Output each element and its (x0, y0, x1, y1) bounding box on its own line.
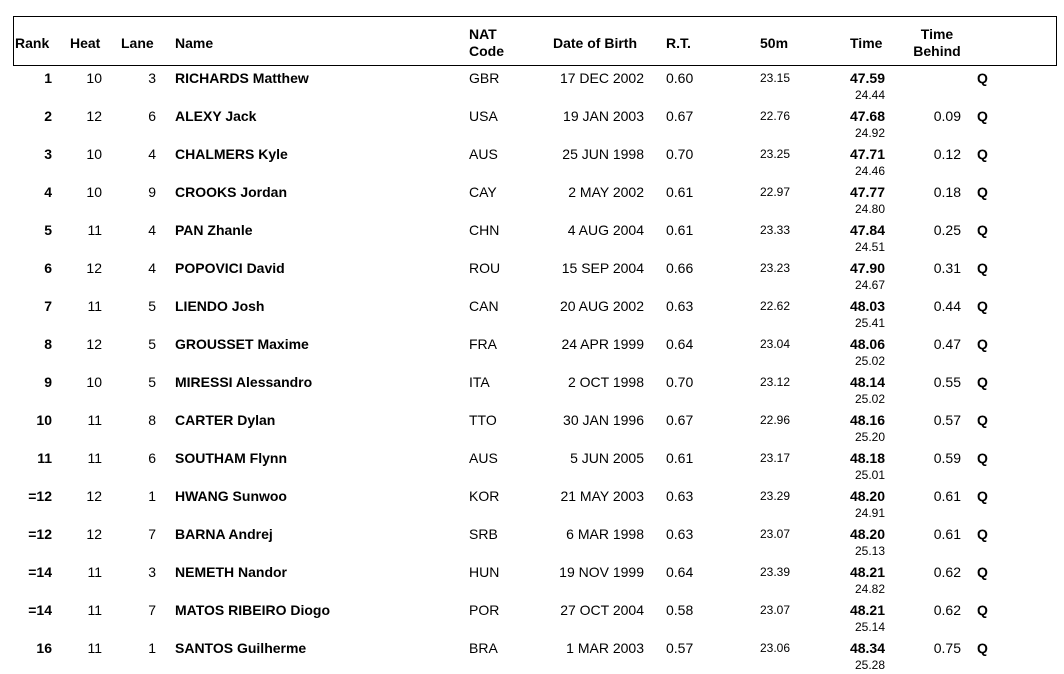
lane-cell: 6 (148, 450, 156, 466)
time-behind-cell: 0.31 (933, 260, 961, 276)
qualified-marker: Q (977, 70, 988, 86)
date-of-birth-cell: 20 AUG 2002 (559, 298, 644, 314)
athlete-name: HWANG Sunwoo (175, 488, 287, 504)
split-50m-cell: 23.12 (759, 375, 790, 389)
header-heat: Heat (70, 35, 101, 51)
reaction-time-cell: 0.63 (666, 526, 694, 542)
rank-cell: 2 (44, 108, 52, 124)
lane-cell: 5 (148, 298, 156, 314)
heat-cell: 10 (86, 184, 102, 200)
split-100m-cell: 25.28 (854, 658, 885, 672)
time-behind-cell: 0.61 (933, 488, 961, 504)
split-100m-cell: 25.01 (854, 468, 885, 482)
reaction-time-cell: 0.63 (666, 488, 694, 504)
rank-cell: 11 (37, 450, 52, 466)
athlete-name: CROOKS Jordan (175, 184, 288, 200)
rank-cell: =14 (28, 564, 52, 580)
date-of-birth-cell: 2 OCT 1998 (567, 374, 644, 390)
final-time-cell: 48.21 (849, 564, 885, 580)
reaction-time-cell: 0.70 (666, 146, 694, 162)
lane-cell: 5 (148, 336, 156, 352)
header-nat-line1: NAT (469, 26, 497, 42)
lane-cell: 4 (148, 260, 156, 276)
time-behind-cell: 0.09 (933, 108, 961, 124)
time-behind-cell: 0.44 (933, 298, 961, 314)
reaction-time-cell: 0.63 (666, 298, 694, 314)
final-time-cell: 48.18 (849, 450, 885, 466)
date-of-birth-cell: 30 JAN 1996 (563, 412, 644, 428)
lane-cell: 8 (148, 412, 156, 428)
heat-cell: 11 (87, 222, 102, 238)
qualified-marker: Q (977, 412, 988, 428)
nat-code-cell: FRA (469, 336, 497, 352)
split-50m-cell: 23.25 (759, 147, 790, 161)
heat-cell: 11 (87, 298, 102, 314)
final-time-cell: 47.68 (849, 108, 885, 124)
split-50m-cell: 23.15 (759, 71, 790, 85)
athlete-name: RICHARDS Matthew (175, 70, 309, 86)
nat-code-cell: POR (469, 602, 500, 618)
reaction-time-cell: 0.70 (666, 374, 694, 390)
rank-cell: 9 (44, 374, 52, 390)
nat-code-cell: CAN (469, 298, 499, 314)
table-row (0, 522, 1064, 560)
lane-cell: 1 (148, 488, 156, 504)
time-behind-cell: 0.75 (933, 640, 961, 656)
athlete-name: BARNA Andrej (175, 526, 273, 542)
date-of-birth-cell: 17 DEC 2002 (559, 70, 644, 86)
rank-cell: 3 (44, 146, 52, 162)
final-time-cell: 48.03 (849, 298, 885, 314)
date-of-birth-cell: 27 OCT 2004 (560, 602, 644, 618)
nat-code-cell: TTO (469, 412, 497, 428)
time-behind-cell: 0.62 (933, 602, 961, 618)
header-lane: Lane (121, 35, 154, 51)
lane-cell: 3 (148, 564, 156, 580)
qualified-marker: Q (977, 222, 988, 238)
split-50m-cell: 23.23 (759, 261, 790, 275)
split-100m-cell: 25.02 (854, 354, 885, 368)
split-50m-cell: 22.97 (759, 185, 790, 199)
header-50m: 50m (760, 35, 789, 51)
table-row (0, 332, 1064, 370)
nat-code-cell: AUS (469, 146, 498, 162)
nat-code-cell: SRB (469, 526, 498, 542)
lane-cell: 4 (148, 222, 156, 238)
final-time-cell: 48.34 (849, 640, 885, 656)
athlete-name: SOUTHAM Flynn (175, 450, 287, 466)
athlete-name: CARTER Dylan (175, 412, 276, 428)
time-behind-cell: 0.62 (933, 564, 961, 580)
lane-cell: 9 (148, 184, 156, 200)
reaction-time-cell: 0.60 (666, 70, 694, 86)
lane-cell: 7 (148, 526, 156, 542)
split-50m-cell: 23.07 (759, 527, 790, 541)
rank-cell: 8 (44, 336, 52, 352)
final-time-cell: 47.59 (849, 70, 885, 86)
reaction-time-cell: 0.58 (666, 602, 694, 618)
athlete-name: POPOVICI David (175, 260, 285, 276)
qualified-marker: Q (977, 488, 988, 504)
time-behind-cell: 0.55 (933, 374, 961, 390)
qualified-marker: Q (977, 602, 988, 618)
date-of-birth-cell: 5 JUN 2005 (570, 450, 644, 466)
reaction-time-cell: 0.66 (666, 260, 694, 276)
rank-cell: 5 (44, 222, 52, 238)
lane-cell: 5 (148, 374, 156, 390)
rank-cell: =12 (28, 488, 52, 504)
split-100m-cell: 24.44 (854, 88, 885, 102)
table-row (0, 598, 1064, 636)
lane-cell: 6 (148, 108, 156, 124)
split-100m-cell: 24.67 (854, 278, 885, 292)
rank-cell: 1 (44, 70, 52, 86)
athlete-name: ALEXY Jack (175, 108, 257, 124)
final-time-cell: 48.06 (849, 336, 885, 352)
date-of-birth-cell: 19 NOV 1999 (559, 564, 644, 580)
lane-cell: 7 (148, 602, 156, 618)
date-of-birth-cell: 15 SEP 2004 (561, 260, 644, 276)
nat-code-cell: KOR (469, 488, 500, 504)
time-behind-cell: 0.12 (933, 146, 961, 162)
athlete-name: PAN Zhanle (175, 222, 253, 238)
header-time-behind-line1: Time (920, 26, 954, 42)
heat-cell: 11 (87, 412, 102, 428)
split-50m-cell: 22.76 (759, 109, 790, 123)
date-of-birth-cell: 1 MAR 2003 (566, 640, 644, 656)
table-row (0, 484, 1064, 522)
reaction-time-cell: 0.57 (666, 640, 694, 656)
qualified-marker: Q (977, 260, 988, 276)
split-100m-cell: 24.51 (854, 240, 885, 254)
heat-cell: 12 (86, 526, 102, 542)
reaction-time-cell: 0.67 (666, 412, 694, 428)
nat-code-cell: USA (469, 108, 498, 124)
header-name: Name (175, 35, 214, 51)
time-behind-cell: 0.47 (933, 336, 961, 352)
qualified-marker: Q (977, 374, 988, 390)
nat-code-cell: AUS (469, 450, 498, 466)
final-time-cell: 47.77 (849, 184, 885, 200)
lane-cell: 4 (148, 146, 156, 162)
heat-cell: 12 (86, 108, 102, 124)
results-table-header (13, 16, 1057, 66)
rank-cell: 16 (36, 640, 52, 656)
rank-cell: =14 (28, 602, 52, 618)
nat-code-cell: ROU (469, 260, 501, 276)
header-nat-line2: Code (469, 43, 504, 59)
reaction-time-cell: 0.61 (666, 450, 694, 466)
heat-cell: 11 (87, 564, 102, 580)
final-time-cell: 48.16 (849, 412, 885, 428)
athlete-name: MIRESSI Alessandro (175, 374, 313, 390)
split-100m-cell: 24.46 (854, 164, 885, 178)
heat-cell: 11 (87, 602, 102, 618)
athlete-name: GROUSSET Maxime (175, 336, 309, 352)
time-behind-cell: 0.18 (933, 184, 961, 200)
final-time-cell: 48.14 (849, 374, 885, 390)
final-time-cell: 48.21 (849, 602, 885, 618)
nat-code-cell: CAY (469, 184, 497, 200)
qualified-marker: Q (977, 526, 988, 542)
table-row (0, 218, 1064, 256)
table-row (0, 142, 1064, 180)
heat-cell: 10 (86, 70, 102, 86)
date-of-birth-cell: 25 JUN 1998 (562, 146, 644, 162)
rank-cell: 10 (36, 412, 52, 428)
reaction-time-cell: 0.67 (666, 108, 694, 124)
final-time-cell: 47.84 (849, 222, 885, 238)
split-100m-cell: 24.82 (854, 582, 885, 596)
final-time-cell: 48.20 (849, 526, 885, 542)
table-row (0, 560, 1064, 598)
split-100m-cell: 25.14 (854, 620, 885, 634)
qualified-marker: Q (977, 450, 988, 466)
date-of-birth-cell: 6 MAR 1998 (566, 526, 644, 542)
date-of-birth-cell: 2 MAY 2002 (568, 184, 644, 200)
lane-cell: 1 (148, 640, 156, 656)
split-100m-cell: 25.41 (854, 316, 885, 330)
heat-cell: 11 (87, 450, 102, 466)
final-time-cell: 48.20 (849, 488, 885, 504)
split-100m-cell: 24.92 (854, 126, 885, 140)
split-100m-cell: 24.91 (854, 506, 885, 520)
split-50m-cell: 22.62 (759, 299, 790, 313)
rank-cell: 6 (44, 260, 52, 276)
final-time-cell: 47.90 (849, 260, 885, 276)
heat-cell: 10 (86, 146, 102, 162)
split-50m-cell: 23.29 (759, 489, 790, 503)
qualified-marker: Q (977, 108, 988, 124)
reaction-time-cell: 0.64 (666, 564, 694, 580)
split-50m-cell: 23.17 (759, 451, 790, 465)
header-date-of-birth: Date of Birth (553, 35, 637, 51)
heat-cell: 12 (86, 488, 102, 504)
table-row (0, 66, 1064, 104)
nat-code-cell: GBR (469, 70, 500, 86)
athlete-name: SANTOS Guilherme (175, 640, 307, 656)
reaction-time-cell: 0.61 (666, 222, 694, 238)
table-row (0, 104, 1064, 142)
split-100m-cell: 24.80 (854, 202, 885, 216)
rank-cell: =12 (28, 526, 52, 542)
reaction-time-cell: 0.61 (666, 184, 694, 200)
split-50m-cell: 23.39 (759, 565, 790, 579)
split-50m-cell: 23.04 (759, 337, 790, 351)
date-of-birth-cell: 24 APR 1999 (561, 336, 644, 352)
nat-code-cell: HUN (469, 564, 500, 580)
heat-cell: 12 (86, 260, 102, 276)
athlete-name: MATOS RIBEIRO Diogo (175, 602, 331, 618)
time-behind-cell: 0.59 (933, 450, 961, 466)
nat-code-cell: CHN (469, 222, 500, 238)
athlete-name: LIENDO Josh (175, 298, 265, 314)
time-behind-cell: 0.61 (933, 526, 961, 542)
split-50m-cell: 23.06 (759, 641, 790, 655)
date-of-birth-cell: 21 MAY 2003 (560, 488, 644, 504)
header-time-behind-line2: Behind (913, 43, 961, 59)
rank-cell: 7 (44, 298, 52, 314)
split-100m-cell: 25.13 (854, 544, 885, 558)
date-of-birth-cell: 19 JAN 2003 (563, 108, 644, 124)
lane-cell: 3 (148, 70, 156, 86)
time-behind-cell: 0.25 (933, 222, 961, 238)
athlete-name: CHALMERS Kyle (175, 146, 288, 162)
table-row (0, 370, 1064, 408)
header-reaction-time: R.T. (666, 35, 691, 51)
date-of-birth-cell: 4 AUG 2004 (567, 222, 644, 238)
table-row (0, 294, 1064, 332)
nat-code-cell: ITA (469, 374, 490, 390)
split-100m-cell: 25.02 (854, 392, 885, 406)
qualified-marker: Q (977, 564, 988, 580)
qualified-marker: Q (977, 298, 988, 314)
final-time-cell: 47.71 (849, 146, 885, 162)
qualified-marker: Q (977, 184, 988, 200)
split-50m-cell: 22.96 (759, 413, 790, 427)
heat-cell: 10 (86, 374, 102, 390)
qualified-marker: Q (977, 336, 988, 352)
rank-cell: 4 (44, 184, 52, 200)
split-100m-cell: 25.20 (854, 430, 885, 444)
split-50m-cell: 23.07 (759, 603, 790, 617)
heat-cell: 12 (86, 336, 102, 352)
reaction-time-cell: 0.64 (666, 336, 694, 352)
qualified-marker: Q (977, 640, 988, 656)
table-row (0, 256, 1064, 294)
nat-code-cell: BRA (469, 640, 498, 656)
table-row (0, 180, 1064, 218)
heat-cell: 11 (87, 640, 102, 656)
time-behind-cell: 0.57 (933, 412, 961, 428)
header-rank: Rank (15, 35, 50, 51)
header-time: Time (850, 35, 883, 51)
qualified-marker: Q (977, 146, 988, 162)
table-row (0, 636, 1064, 674)
split-50m-cell: 23.33 (759, 223, 790, 237)
table-row (0, 408, 1064, 446)
table-row (0, 446, 1064, 484)
athlete-name: NEMETH Nandor (175, 564, 287, 580)
